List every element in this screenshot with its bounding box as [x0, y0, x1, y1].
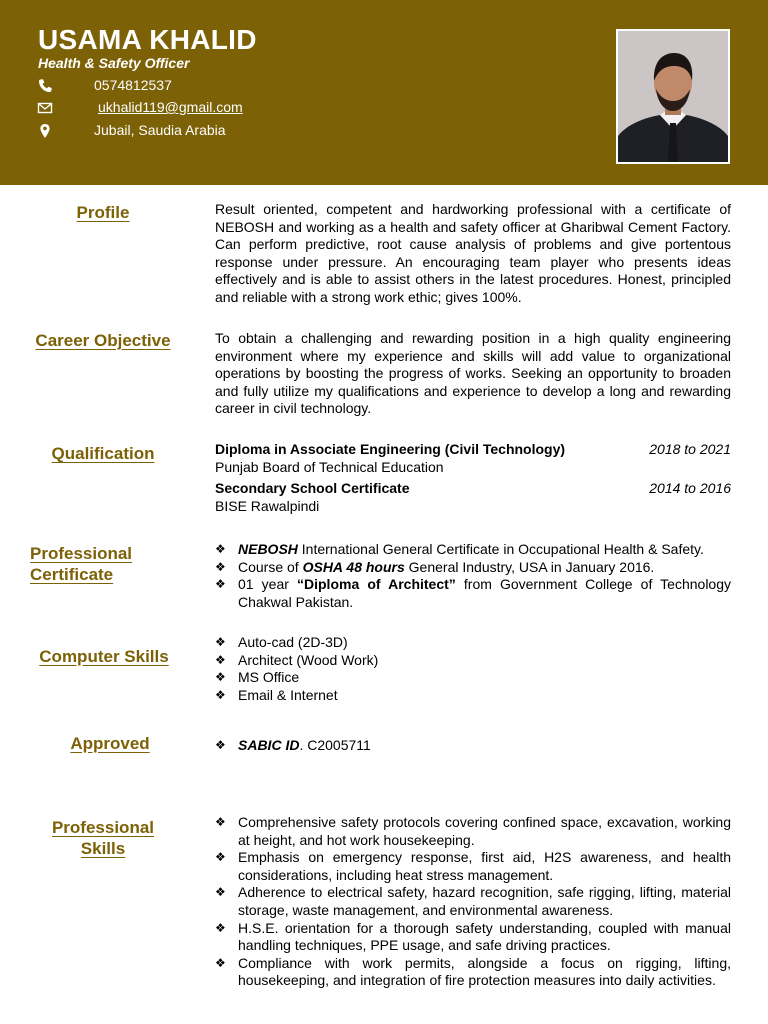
certificate-bold: NEBOSH	[238, 541, 298, 557]
profile-heading: Profile	[76, 203, 130, 222]
certificate-pre: Course of	[238, 558, 303, 575]
qualification-institute: BISE Rawalpindi	[215, 497, 320, 514]
list-item	[215, 541, 731, 559]
location-text: Jubail, Saudia Arabia	[94, 122, 226, 138]
heading-line: Professional	[51, 818, 155, 837]
qualification-institute: Punjab Board of Technical Education	[215, 458, 444, 475]
certificate-text: General Industry, USA in January 2016.	[404, 558, 655, 575]
list-item: ❖ Comprehensive safety protocols covering confined space, excavation, working at height, and hot work housekeeping.	[215, 814, 731, 849]
list-item	[215, 559, 731, 577]
qualification-years: 2018 to 2021	[649, 441, 731, 457]
approved-list	[215, 737, 731, 755]
career-objective-text: To obtain a challenging and rewarding position in a high quality engineering environment where my experience and skills will add value to organizational operations by boosting the progress of works. Seeking an opportunity to broaden and fully utilize my qualifications and experience to develop a long and rewarding career in civil technology.	[215, 330, 731, 417]
profile-text: Result oriented, competent and hardworking professional with a certificate of NEBOSH and working as a health and safety officer at Gharibwal Cement Factory. Can perform predictive, root cause analysis of problems and give portentous response under pressure. An encouraging team player who presents ideas effectively and is able to assist others in the latest procedures. Honest, principled and reliable with a strong work ethic; gives 100%.	[215, 201, 731, 305]
list-item: ❖ Emphasis on emergency response, first aid, H2S awareness, and health considerations, including heat stress management.	[215, 849, 731, 884]
email-link[interactable]: ukhalid119@gmail.com	[98, 99, 243, 115]
qualification-heading: Qualification	[51, 444, 155, 463]
list-item: ❖ Architect (Wood Work)	[215, 652, 731, 670]
list-item: ❖ Adherence to electrical safety, hazard recognition, safe rigging, lifting, material storage, waste management, and environmental awareness.	[215, 884, 731, 919]
candidate-name: USAMA KHALID	[38, 24, 257, 55]
list-item: ❖ H.S.E. orientation for a thorough safety understanding, coupled with manual handling techniques, PPE usage, and safe driving practices.	[215, 920, 731, 955]
resume-header	[0, 0, 768, 185]
certificate-list	[215, 541, 731, 611]
computer-skills-heading: Computer Skills	[39, 647, 169, 666]
qualification-item	[215, 480, 731, 515]
approved-value: . C2005711	[299, 737, 371, 753]
professional-certificate-heading	[20, 543, 156, 585]
certificate-pre: 01 year	[238, 576, 297, 593]
qualification-degree: Secondary School Certificate	[215, 480, 410, 496]
location-pin-icon	[36, 123, 54, 139]
list-item: ❖ Email & Internet	[215, 687, 731, 705]
heading-line: Professional	[30, 544, 133, 563]
certificate-bold: OSHA 48 hours	[302, 558, 405, 575]
computer-skills-list	[215, 634, 731, 704]
certificate-bold: “Diploma of Architect”	[297, 576, 456, 593]
heading-line: Certificate	[30, 565, 114, 584]
professional-skills-heading	[40, 817, 166, 859]
list-item: ❖ Compliance with work permits, alongside a focus on rigging, lifting, housekeeping, and integration of fire protection measures into daily activities.	[215, 955, 731, 990]
certificate-text: from Government College of Technology Chakwal Pakistan.	[238, 576, 732, 610]
phone-icon	[36, 78, 54, 94]
phone-number: 0574812537	[94, 77, 172, 93]
heading-line: Skills	[80, 839, 126, 858]
approved-heading: Approved	[70, 734, 150, 753]
certificate-text: International General Certificate in Occupational Health & Safety.	[297, 541, 704, 557]
list-item: ❖ Auto-cad (2D-3D)	[215, 634, 731, 652]
approved-label: SABIC ID	[238, 737, 300, 753]
professional-skills-list	[215, 814, 731, 990]
career-objective-heading: Career Objective	[35, 331, 171, 350]
profile-photo	[616, 29, 730, 164]
qualification-years: 2014 to 2016	[649, 480, 731, 496]
qualification-degree: Diploma in Associate Engineering (Civil Technology)	[215, 441, 566, 457]
list-item	[215, 737, 731, 755]
qualification-item	[215, 441, 731, 476]
candidate-role: Health & Safety Officer	[38, 55, 190, 71]
list-item	[215, 576, 731, 611]
person-portrait-icon	[618, 31, 728, 162]
list-item: ❖ MS Office	[215, 669, 731, 687]
envelope-icon	[36, 100, 54, 116]
